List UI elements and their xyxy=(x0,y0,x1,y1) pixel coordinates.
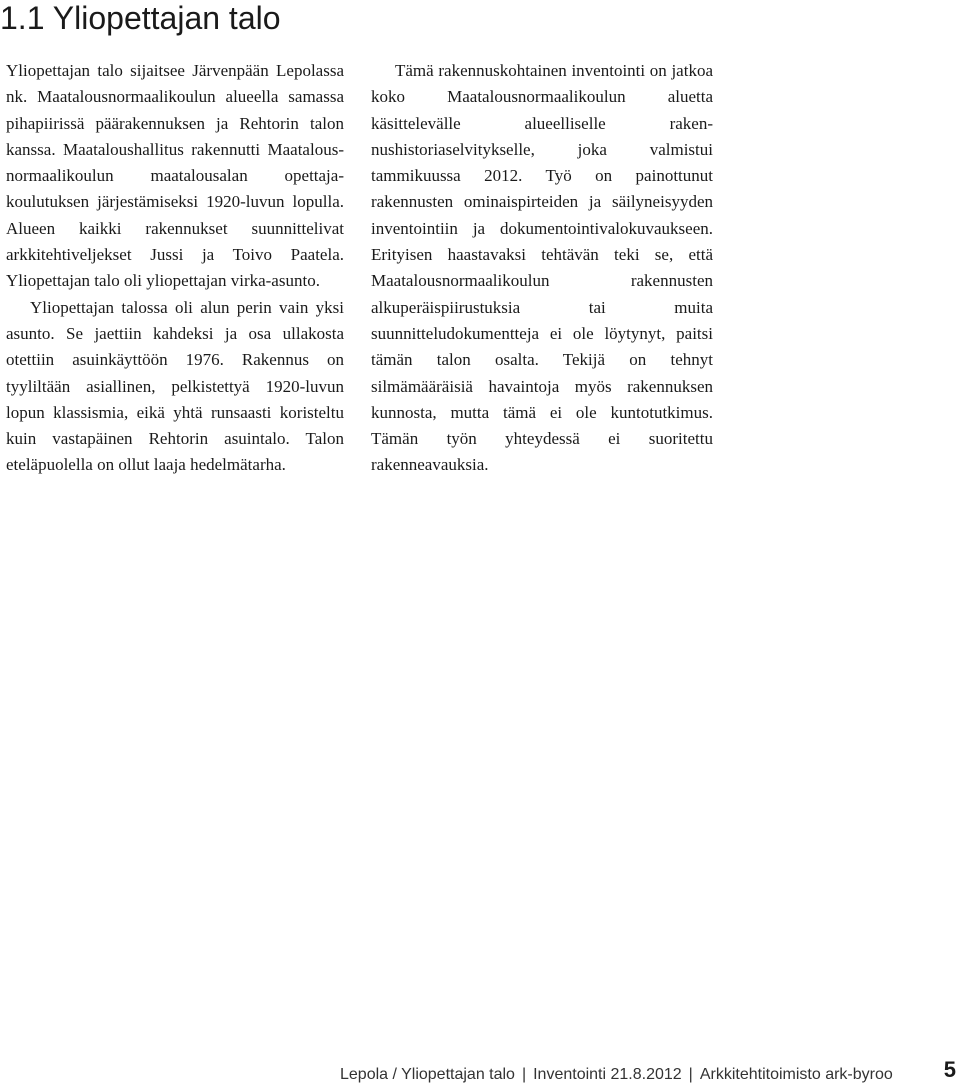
right-paragraph-1: Tämä rakennuskohtainen inventointi on jatkoa koko Maatalousnormaalikoulun aluetta käsittelevälle alueelliselle rakennushistoriaselvitykselle, joka valmistui tammikuussa 2012. Työ on painottunut rakennusten ominaispirteiden ja säilyneisyyden inventointiin ja dokumentointivalokuvaukseen. Erityisen haastavaksi tehtävän teki se, että Maatalousnormaalikoulun rakennusten alkuperäispiirustuksia tai muita suunnitteludokumentteja ei ole löytynyt, paitsi tämän talon osalta. Tekijä on tehnyt silmämääräisiä havaintoja myös rakennuksen kunnosta, mutta tämä ei ole kuntotutkimus. Tämän työn yhteydessä ei suoritettu rakenneavauksia. xyxy=(371,61,713,475)
footer-separator: | xyxy=(521,1066,527,1083)
left-paragraph-2: Yliopettajan talossa oli alun perin vain yksi asunto. Se jaettiin kahdeksi ja osa ullakosta otettiin asuinkäyttöön 1976. Rakennus on tyyliltään asiallinen, pelkistettyä 1920-luvun lopun klassismia, eikä yhtä runsaasti koristeltu kuin vastapäinen Rehtorin asuintalo. Talon eteläpuolella on ollut laaja hedelmätarha. xyxy=(6,297,344,475)
left-paragraph-1: Yliopettajan talo sijaitsee Järvenpään Lepolassa nk. Maatalousnormaalikoulun alueella samassa pihapiirissä päärakennuksen ja Rehtorin talon kanssa. Maataloushallitus rakennutti Maatalousnormaalikoulun maatalousalan opettajakoulutuksen järjestämiseksi 1920-luvun lopulla. Alueen kaikki rakennukset suunnittelivat arkkitehtiveljekset Jussi ja Toivo Paatela. Yliopettajan talo oli yliopettajan virka-asunto. xyxy=(6,61,344,291)
page-heading: 1.1 Yliopettajan talo xyxy=(0,0,281,36)
footer-office: Arkkitehtitoimisto ark-byroo xyxy=(699,1066,893,1083)
footer-date: Inventointi 21.8.2012 xyxy=(533,1066,682,1083)
left-text-column xyxy=(6,58,344,479)
page-number: 5 xyxy=(943,1057,956,1082)
page-footer xyxy=(340,1064,952,1086)
right-text-column xyxy=(371,58,713,479)
footer-separator: | xyxy=(688,1066,693,1083)
footer-title: Lepola / Yliopettajan talo xyxy=(340,1066,515,1083)
